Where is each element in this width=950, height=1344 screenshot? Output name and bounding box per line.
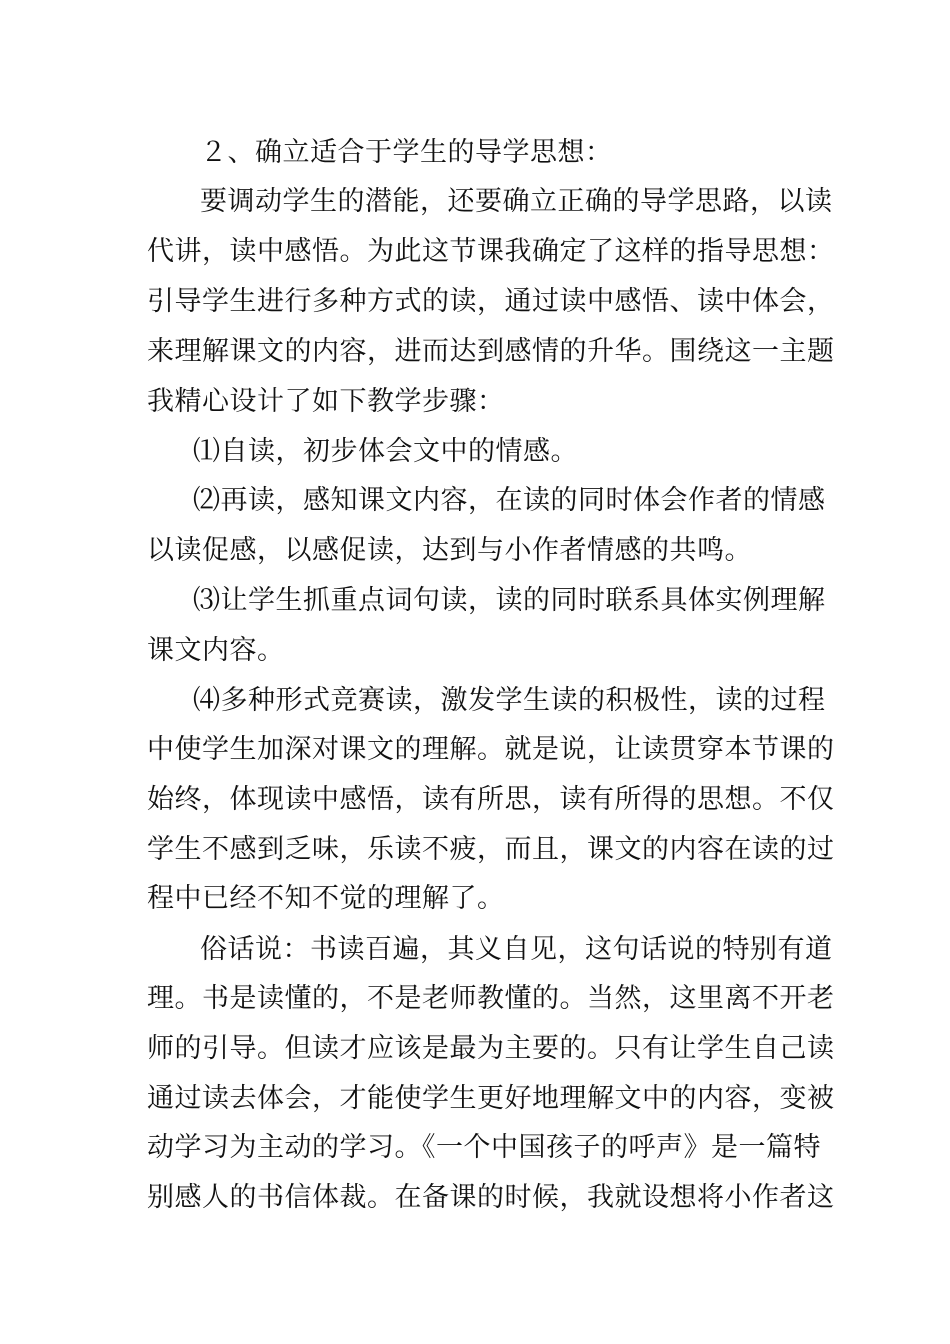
paragraph-line: 来理解课文的内容，进而达到感情的升华。围绕这一主题 <box>147 336 835 367</box>
paragraph-line: 代讲，读中感悟。为此这节课我确定了这样的指导思想： <box>147 236 835 267</box>
paragraph-line: 动学习为主动的学习。《一个中国孩子的呼声》是一篇特 <box>147 1132 821 1163</box>
paragraph-line: 课文内容。 <box>147 635 285 666</box>
list-item: ⑵再读，感知课文内容，在读的同时体会作者的情感 <box>193 485 826 516</box>
paragraph-line: 通过读去体会，才能使学生更好地理解文中的内容，变被 <box>147 1083 835 1114</box>
list-item: ⑴自读，初步体会文中的情感。 <box>193 436 578 467</box>
list-item: ⑶让学生抓重点词句读，读的同时联系具体实例理解 <box>193 585 826 616</box>
paragraph-line: 我精心设计了如下教学步骤： <box>147 386 505 417</box>
section-heading: ２、确立适合于学生的导学思想： <box>200 137 613 168</box>
paragraph-line: 以读促感，以感促读，达到与小作者情感的共鸣。 <box>147 535 752 566</box>
paragraph-line: 始终，体现读中感悟，读有所思，读有所得的思想。不仅 <box>147 784 835 815</box>
paragraph-line: 学生不感到乏味，乐读不疲，而且，课文的内容在读的过 <box>147 834 835 865</box>
paragraph-line: 要调动学生的潜能，还要确立正确的导学思路，以读 <box>200 186 833 217</box>
paragraph-line: 程中已经不知不觉的理解了。 <box>147 883 505 914</box>
paragraph-line: 理。书是读懂的，不是老师教懂的。当然，这里离不开老 <box>147 983 835 1014</box>
paragraph-line: 中使学生加深对课文的理解。就是说，让读贯穿本节课的 <box>147 734 835 765</box>
paragraph-line: 师的引导。但读才应该是最为主要的。只有让学生自己读 <box>147 1033 835 1064</box>
paragraph-line: 别感人的书信体裁。在备课的时候，我就设想将小作者这 <box>147 1182 835 1213</box>
paragraph-line: 俗话说：书读百遍，其义自见，这句话说的特别有道 <box>200 934 833 965</box>
list-item: ⑷多种形式竞赛读，激发学生读的积极性，读的过程 <box>193 685 826 716</box>
paragraph-line: 引导学生进行多种方式的读，通过读中感悟、读中体会， <box>147 286 835 317</box>
